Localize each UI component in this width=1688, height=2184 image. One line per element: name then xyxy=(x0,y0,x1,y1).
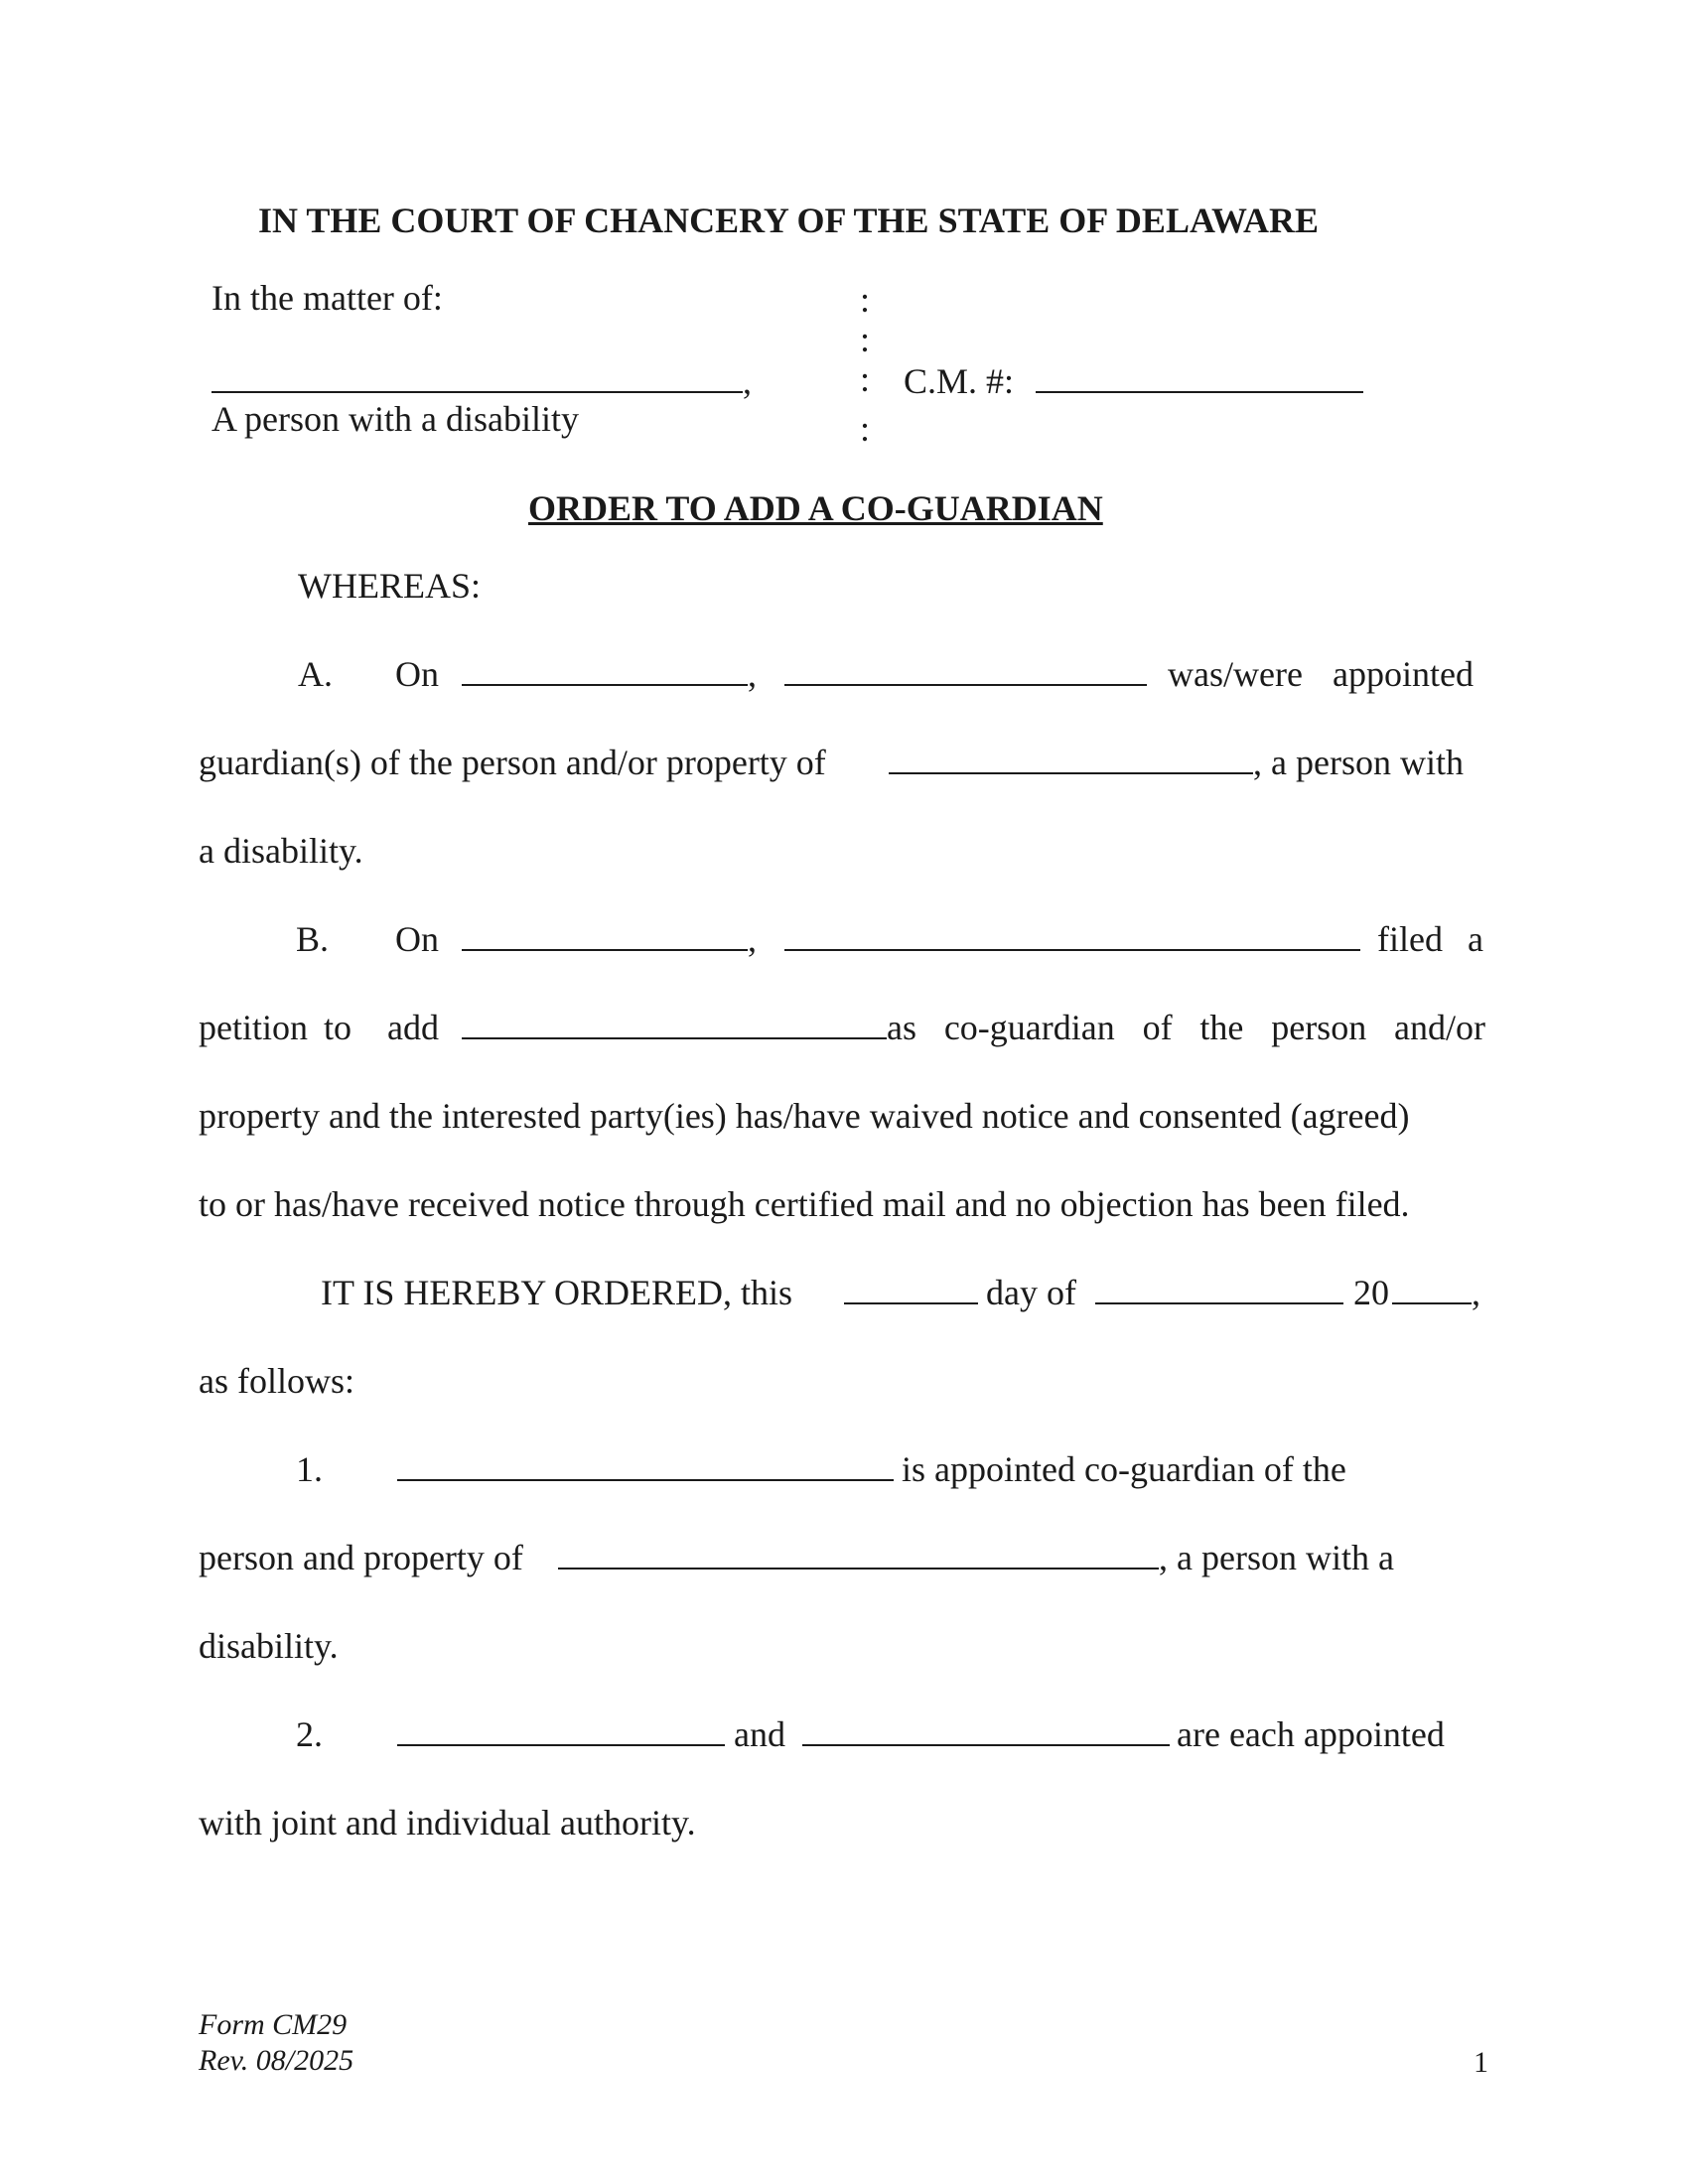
para-a-person-name-field[interactable] xyxy=(889,741,1253,784)
ordered-day-field[interactable] xyxy=(844,1271,978,1314)
item-2-guardian-1-field[interactable] xyxy=(397,1712,725,1756)
para-a-date-field[interactable]: , xyxy=(462,652,757,696)
person-with-disability-label: A person with a disability xyxy=(211,399,579,439)
item-1-co-guardian-name-field[interactable] xyxy=(397,1447,894,1491)
para-b-line2-suffix: as co-guardian of the person and/or xyxy=(887,1008,1485,1047)
cm-number-field[interactable] xyxy=(1036,359,1363,403)
item-2-line2: with joint and individual authority. xyxy=(199,1803,696,1843)
caption-colon: : xyxy=(860,320,871,359)
cm-number-label: C.M. #: xyxy=(904,361,1015,401)
para-a-letter: A. xyxy=(298,654,333,694)
item-1-line2-suffix: , a person with a xyxy=(1159,1538,1394,1577)
item-1-suffix: is appointed co-guardian of the xyxy=(902,1449,1346,1489)
para-b-to: to xyxy=(324,1008,352,1047)
item-1-line2-text: person and property of xyxy=(199,1538,523,1577)
caption-colon: : xyxy=(860,409,871,449)
ordered-year-prefix: 20 xyxy=(1353,1273,1389,1312)
item-1-number: 1. xyxy=(296,1449,323,1489)
para-b-petitioner-name-field[interactable] xyxy=(784,917,1360,961)
para-b-line3: property and the interested party(ies) has/have waived notice and consented (agreed) xyxy=(199,1096,1410,1136)
item-1-line3: disability. xyxy=(199,1626,339,1666)
caption-colon: : xyxy=(860,280,871,320)
para-a-line2-text: guardian(s) of the person and/or property of xyxy=(199,743,826,782)
para-b-filed: filed xyxy=(1377,919,1443,959)
para-b-co-guardian-name-field[interactable] xyxy=(462,1006,887,1049)
ordered-year-field[interactable]: , xyxy=(1392,1271,1480,1314)
para-b-add: add xyxy=(387,1008,439,1047)
ordered-day-of: day of xyxy=(986,1273,1076,1312)
para-a-was-were: was/were xyxy=(1168,654,1303,694)
para-a-guardian-name-field[interactable] xyxy=(784,652,1147,696)
item-2-suffix: are each appointed xyxy=(1177,1714,1445,1754)
disabled-person-name-field[interactable]: , xyxy=(211,359,752,403)
para-b-letter: B. xyxy=(296,919,330,959)
matter-label: In the matter of: xyxy=(211,278,443,318)
caption-colon: : xyxy=(860,359,871,399)
item-1-person-name-field[interactable] xyxy=(558,1536,1159,1579)
para-a-appointed: appointed xyxy=(1333,654,1474,694)
item-2-and: and xyxy=(734,1714,785,1754)
form-revision: Rev. 08/2025 xyxy=(199,2044,354,2077)
para-a-line2-suffix: , a person with xyxy=(1253,743,1464,782)
order-title: ORDER TO ADD A CO-GUARDIAN xyxy=(528,488,1103,528)
item-2-number: 2. xyxy=(296,1714,323,1754)
ordered-month-field[interactable] xyxy=(1095,1271,1343,1314)
para-b-filed-a: a xyxy=(1468,919,1483,959)
page-number: 1 xyxy=(1474,2046,1488,2079)
court-title: IN THE COURT OF CHANCERY OF THE STATE OF DELAWARE xyxy=(258,201,1319,240)
para-b-date-field[interactable]: , xyxy=(462,917,757,961)
whereas-label: WHEREAS: xyxy=(298,566,481,606)
item-2-guardian-2-field[interactable] xyxy=(802,1712,1170,1756)
ordered-prefix: IT IS HEREBY ORDERED, this xyxy=(321,1273,793,1312)
ordered-as-follows: as follows: xyxy=(199,1361,354,1401)
para-b-line4: to or has/have received notice through certified mail and no objection has been filed. xyxy=(199,1184,1410,1224)
form-number: Form CM29 xyxy=(199,2008,348,2041)
para-a-line3: a disability. xyxy=(199,831,363,871)
para-a-on: On xyxy=(395,654,439,694)
para-b-on: On xyxy=(395,919,439,959)
para-b-petition: petition xyxy=(199,1008,308,1047)
